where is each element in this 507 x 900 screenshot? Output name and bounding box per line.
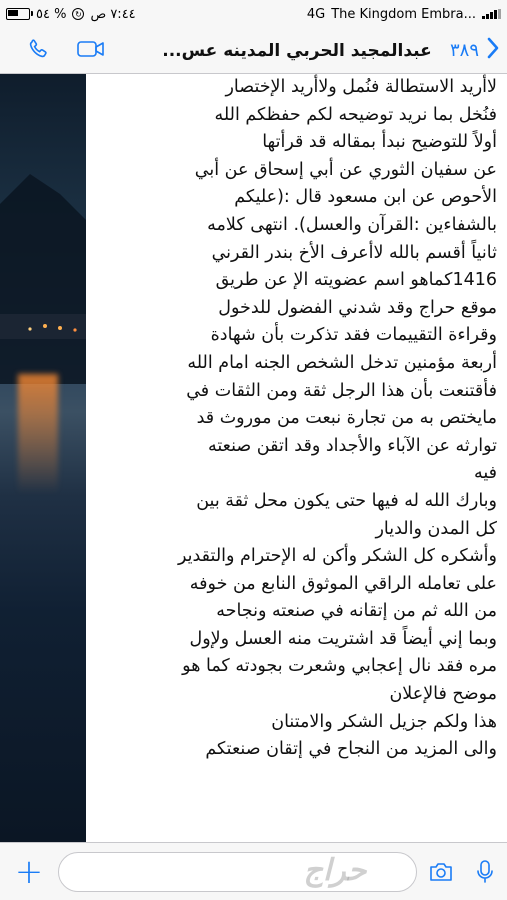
message-line: فأقتنعت بأن هذا الرجل ثقة ومن الثقات في bbox=[186, 380, 497, 401]
status-time: ٧:٤٤ ص bbox=[90, 6, 136, 22]
status-bar bbox=[0, 0, 507, 28]
message-line: مره فقد نال إعجابي وشعرت بجودته كما هو bbox=[182, 656, 497, 677]
microphone-icon[interactable] bbox=[476, 859, 494, 889]
message-line: أولاً للتوضيح نبدأ بمقاله قد قرأتها bbox=[262, 132, 497, 153]
message-line: كل المدن والديار bbox=[375, 518, 497, 539]
message-line: من الله ثم من إتقانه في صنعته ونجاحه bbox=[216, 601, 497, 622]
message-line: فيه bbox=[473, 463, 497, 484]
message-line: بالشفاءين :القرآن والعسل). انتهى كلامه bbox=[207, 214, 497, 235]
call-actions bbox=[0, 37, 156, 65]
message-line: هذا ولكم جزيل الشكر والامتنان bbox=[271, 711, 497, 732]
back-button[interactable] bbox=[438, 37, 507, 64]
nav-bar bbox=[0, 28, 507, 74]
carrier-name: The Kingdom Embra... bbox=[331, 6, 476, 22]
message-line: وأشكره كل الشكر وأكن له الإحترام والتقدير bbox=[177, 546, 497, 567]
message-line: 1416كماهو اسم عضويته الإ عن طريق bbox=[215, 270, 497, 291]
message-line: وبما إني أيضاً قد اشتريت منه العسل ولإول bbox=[189, 628, 497, 649]
chat-area[interactable] bbox=[0, 74, 507, 842]
battery-icon bbox=[6, 8, 30, 20]
input-actions bbox=[428, 859, 494, 889]
message-line: الأحوص عن ابن مسعود قال :(عليكم bbox=[234, 187, 497, 208]
video-call-icon[interactable] bbox=[76, 38, 106, 64]
watermark-logo: حراج bbox=[303, 853, 367, 888]
unread-count: ٣٨٩ bbox=[449, 40, 479, 61]
signal-icon bbox=[482, 9, 501, 19]
message-line: والى المزيد من النجاح في إتقان صنعتكم bbox=[205, 739, 497, 760]
message-line: وقراءة التقييمات فقد تذكرت بأن شهادة bbox=[210, 325, 497, 346]
input-bar bbox=[0, 842, 507, 900]
status-right bbox=[307, 7, 501, 22]
message-line: أربعة مؤمنين تدخل الشخص الجنه امام الله bbox=[187, 352, 497, 373]
message-line: مايختص به من تجارة نبعت من موروث قد bbox=[196, 408, 497, 429]
phone-icon[interactable] bbox=[26, 37, 50, 65]
message-bubble[interactable] bbox=[86, 74, 507, 842]
network-type: 4G bbox=[306, 6, 326, 22]
chat-title[interactable]: عبدالمجيد الحربي المدينه عس... bbox=[162, 40, 432, 61]
message-line: على تعامله الراقي الموثوق النابع من خوفه bbox=[189, 573, 497, 594]
message-line: فنُخل بما نريد توضيحه لكم حفظكم الله bbox=[214, 104, 497, 125]
message-text bbox=[94, 74, 497, 764]
orientation-lock-icon: ↻ bbox=[72, 8, 84, 20]
message-line: عن سفيان الثوري عن أبي إسحاق عن أبي bbox=[194, 159, 497, 180]
message-line: ثانياً أقسم بالله لاأعرف الأخ بندر القرني bbox=[211, 242, 497, 263]
chevron-right-icon bbox=[487, 37, 499, 64]
message-line: توارثه عن الآباء والأجداد وقد اتقن صنعته bbox=[208, 435, 497, 456]
message-line: موقع حراج وقد شدني الفضول للدخول bbox=[218, 297, 497, 318]
message-line: وبارك الله له فيها حتى يكون محل ثقة بين bbox=[196, 490, 497, 511]
add-attachment-button[interactable]: + bbox=[14, 851, 44, 892]
camera-icon[interactable] bbox=[428, 861, 454, 887]
battery-percent: ٥٤ % bbox=[36, 6, 67, 22]
message-line: لاأريد الاستطالة فنُمل ولاأريد الإختصار bbox=[225, 77, 497, 97]
message-line: موضح فالإعلان bbox=[389, 684, 497, 705]
battery-fill bbox=[8, 10, 18, 16]
status-left bbox=[6, 7, 136, 22]
wallpaper-reflection bbox=[18, 374, 58, 494]
